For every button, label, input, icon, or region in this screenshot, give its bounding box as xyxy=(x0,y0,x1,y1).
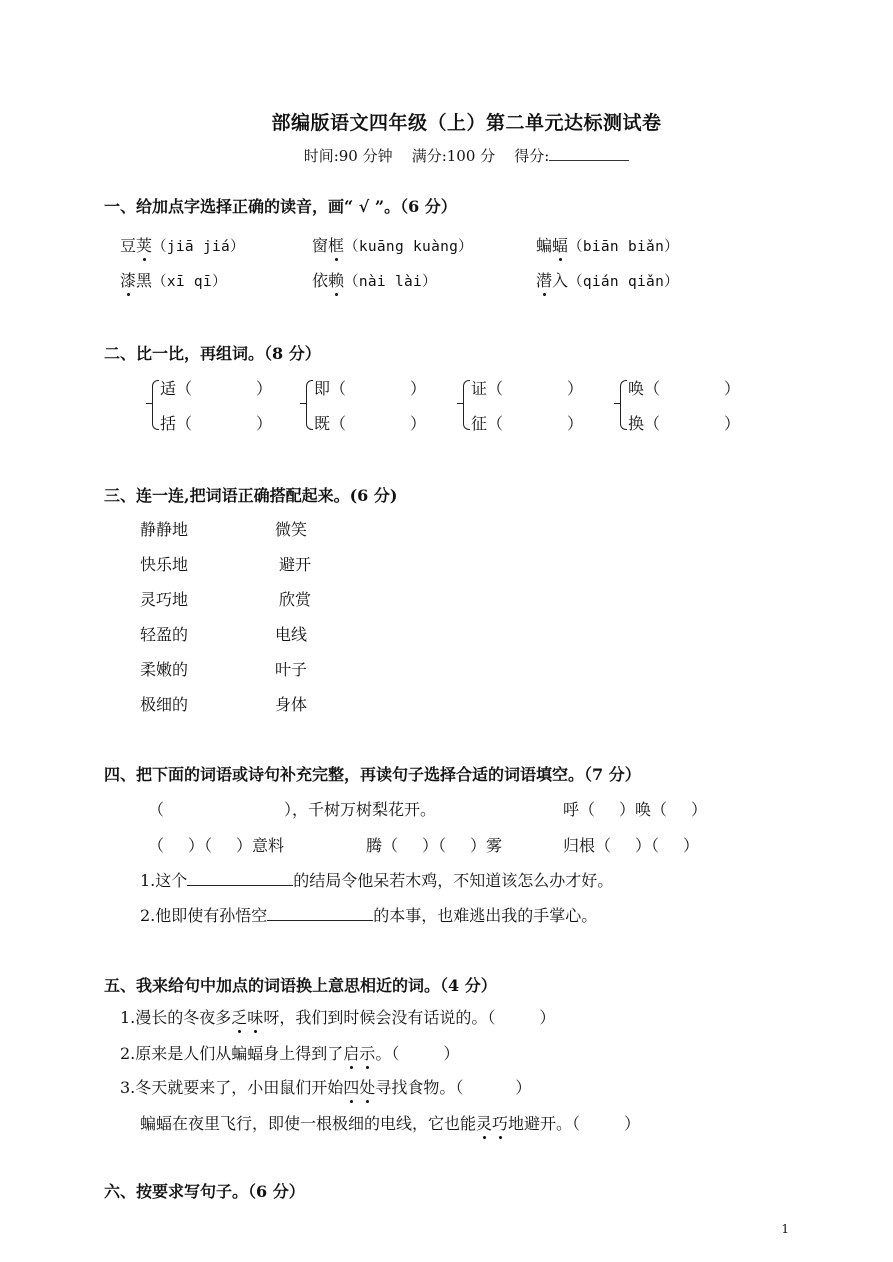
s5-q1-dot-2: 味 xyxy=(247,1008,264,1027)
s5-q3-pre: 3.冬天就要来了，小田鼠们开始 xyxy=(120,1078,344,1097)
s5-q4-dot-1: 灵 xyxy=(476,1114,493,1133)
s2-group-2-b-text: 既（ xyxy=(314,414,347,433)
s5-q1-pre: 1.漫长的冬夜多 xyxy=(120,1008,232,1027)
s2-group-1-a-close: ） xyxy=(256,379,273,398)
s2-group-1-a-text: 适（ xyxy=(160,379,193,398)
s4-row1-poem xyxy=(148,797,436,820)
section-4-title: 四、把下面的词语或诗句补充完整，再读句子选择合适的词语填空。（7 分） xyxy=(104,765,641,784)
s5-q1-end: ） xyxy=(539,1008,556,1027)
s5-q3-dot-2: 处 xyxy=(359,1078,376,1097)
s2-brace-4 xyxy=(620,380,627,430)
s5-q4-end: ） xyxy=(624,1114,641,1133)
s1-item-4-pinyin: （xī qī） xyxy=(152,274,227,290)
s2-group-2-a-close: ） xyxy=(410,379,427,398)
s3-left-5: 柔嫩的 xyxy=(140,660,189,679)
s4-row2-g: 归根（ xyxy=(563,836,612,855)
s1-item-6-dot-char: 潜 xyxy=(536,271,553,290)
s1-item-3 xyxy=(536,233,679,256)
s1-item-3-pre: 蝙 xyxy=(536,236,553,255)
s1-item-4-dot-char: 漆 xyxy=(120,271,137,290)
s1-item-3-pinyin: （biān biǎn） xyxy=(568,239,679,255)
s4-row1-word-c: ） xyxy=(691,800,708,819)
s3-right-3: 欣赏 xyxy=(279,590,312,609)
s4-q2-pre: 2.他即使有孙悟空 xyxy=(140,906,268,925)
s5-q2-pre: 2.原来是人们从蝙蝠身上得到了 xyxy=(120,1044,344,1063)
s4-row1-word-a: 呼（ xyxy=(563,800,596,819)
exam-full-score: 满分:100 分 xyxy=(411,147,496,165)
s5-q2-end: ） xyxy=(443,1044,460,1063)
s2-group-3-a-close: ） xyxy=(567,379,584,398)
s4-question-2 xyxy=(140,903,597,926)
s1-item-6 xyxy=(536,268,679,291)
s2-group-3-b xyxy=(471,411,583,434)
s2-group-3-b-close: ） xyxy=(567,414,584,433)
s1-item-1-dot-char: 荚 xyxy=(136,236,153,255)
s5-q1-dot-1: 乏 xyxy=(231,1008,248,1027)
s5-q3-end: ） xyxy=(515,1078,532,1097)
s5-q3-post: 寻找食物。（ xyxy=(375,1078,464,1097)
s2-group-4-a-text: 唤（ xyxy=(628,379,661,398)
section-3-title: 三、连一连,把词语正确搭配起来。(6 分) xyxy=(104,486,398,505)
s2-group-4-b-close: ） xyxy=(724,414,741,433)
s4-row2-word-3 xyxy=(563,833,699,856)
s1-item-5-pinyin: （nài lài） xyxy=(344,274,437,290)
s5-q4-dot-2: 巧 xyxy=(492,1114,509,1133)
s1-item-2-pre: 窗 xyxy=(312,236,329,255)
s3-left-3: 灵巧地 xyxy=(140,590,189,609)
s2-group-4-a-close: ） xyxy=(724,379,741,398)
s5-question-3 xyxy=(120,1075,531,1098)
s5-question-1 xyxy=(120,1005,555,1028)
s1-item-5-pre: 依 xyxy=(312,271,329,290)
s2-group-2-b xyxy=(314,411,426,434)
s4-row2-d: 腾（ xyxy=(366,836,399,855)
s2-group-4-b xyxy=(628,411,740,434)
s4-row2-e: ）（ xyxy=(422,836,447,855)
s2-group-4-a xyxy=(628,376,740,399)
s1-item-4 xyxy=(120,268,227,291)
s1-item-5-dot-char: 赖 xyxy=(328,271,345,290)
s4-q2-post: 的本事，也难逃出我的手掌心。 xyxy=(373,906,598,925)
page-title: 部编版语文四年级（上）第二单元达标测试卷 xyxy=(271,112,662,134)
s1-item-4-post: 黑 xyxy=(136,271,153,290)
s3-right-1: 微笑 xyxy=(275,520,308,539)
exam-time: 时间:90 分钟 xyxy=(303,147,393,165)
section-1-title: 一、给加点字选择正确的读音，画“ √ ”。（6 分） xyxy=(104,197,457,216)
s4-row2-b: ）（ xyxy=(188,836,213,855)
s4-q2-blank xyxy=(267,904,373,921)
s2-group-3-b-text: 征（ xyxy=(471,414,504,433)
exam-score-label: 得分: xyxy=(514,147,550,165)
section-5-title: 五、我来给句中加点的词语换上意思相近的词。（4 分） xyxy=(104,976,497,995)
s5-question-2 xyxy=(120,1041,459,1064)
s3-right-6: 身体 xyxy=(275,695,308,714)
s5-q4-post: 地避开。（ xyxy=(508,1114,581,1133)
s4-row2-a: （ xyxy=(148,836,165,855)
s2-group-2-a xyxy=(314,376,426,399)
s3-right-2: 避开 xyxy=(279,555,312,574)
page-number: 1 xyxy=(781,1222,789,1236)
s5-q4-pre: 蝙蝠在夜里飞行，即使一根极细的电线，它也能 xyxy=(140,1114,477,1133)
s3-right-5: 叶子 xyxy=(275,660,308,679)
s5-q2-post: 。（ xyxy=(375,1044,400,1063)
s1-item-1-pre: 豆 xyxy=(120,236,137,255)
s4-row1-poem-text: ），千树万树梨花开。 xyxy=(284,800,437,819)
s4-row1-word-b: ）唤（ xyxy=(619,800,668,819)
exam-info xyxy=(0,145,893,166)
s2-group-1-b xyxy=(160,411,272,434)
s2-brace-1 xyxy=(152,380,159,430)
section-2-title: 二、比一比，再组词。（8 分） xyxy=(104,344,321,363)
s4-row2-h: ）（ xyxy=(635,836,660,855)
s5-q2-dot-1: 启 xyxy=(343,1044,360,1063)
s1-item-3-dot-char: 蝠 xyxy=(552,236,569,255)
s2-group-1-a xyxy=(160,376,272,399)
s2-group-1-b-close: ） xyxy=(256,414,273,433)
s4-row2-word-2 xyxy=(366,833,502,856)
s3-left-1: 静静地 xyxy=(140,520,189,539)
s3-left-6: 极细的 xyxy=(140,695,189,714)
s2-group-1-b-text: 括（ xyxy=(160,414,193,433)
s5-q3-dot-1: 四 xyxy=(343,1078,360,1097)
s4-row1-word xyxy=(563,797,707,820)
score-blank xyxy=(549,146,629,161)
s1-item-5 xyxy=(312,268,437,291)
s3-right-4: 电线 xyxy=(275,625,308,644)
s3-left-4: 轻盈的 xyxy=(140,625,189,644)
s3-left-2: 快乐地 xyxy=(140,555,189,574)
s1-item-2 xyxy=(312,233,473,256)
s1-item-2-dot-char: 框 xyxy=(328,236,345,255)
s4-q1-blank xyxy=(187,869,293,886)
s5-q1-post: 呀，我们到时候会没有话说的。（ xyxy=(263,1008,496,1027)
s2-group-2-a-text: 即（ xyxy=(314,379,347,398)
s1-item-1 xyxy=(120,233,245,256)
s4-q1-post: 的结局令他呆若木鸡，不知道该怎么办才好。 xyxy=(293,871,614,890)
s5-question-4 xyxy=(140,1111,640,1134)
s1-item-6-post: 入 xyxy=(552,271,569,290)
s4-row2-word-1 xyxy=(148,833,284,856)
section-6-title: 六、按要求写句子。（6 分） xyxy=(104,1182,305,1201)
s4-row2-c: ）意料 xyxy=(236,836,285,855)
s1-item-6-pinyin: （qián qiǎn） xyxy=(568,274,679,290)
s1-item-1-pinyin: （jiā jiá） xyxy=(152,239,245,255)
s2-group-3-a-text: 证（ xyxy=(471,379,504,398)
s5-q2-dot-2: 示 xyxy=(359,1044,376,1063)
s4-question-1 xyxy=(140,868,613,891)
s2-brace-3 xyxy=(463,380,470,430)
s1-item-2-pinyin: （kuāng kuàng） xyxy=(344,239,473,255)
s2-group-3-a xyxy=(471,376,583,399)
s4-q1-pre: 1.这个 xyxy=(140,871,188,890)
s4-row2-f: ）雾 xyxy=(470,836,503,855)
s4-row1-open: （ xyxy=(148,800,165,819)
s2-group-2-b-close: ） xyxy=(410,414,427,433)
s2-group-4-b-text: 换（ xyxy=(628,414,661,433)
s4-row2-i: ） xyxy=(683,836,700,855)
s2-brace-2 xyxy=(306,380,313,430)
